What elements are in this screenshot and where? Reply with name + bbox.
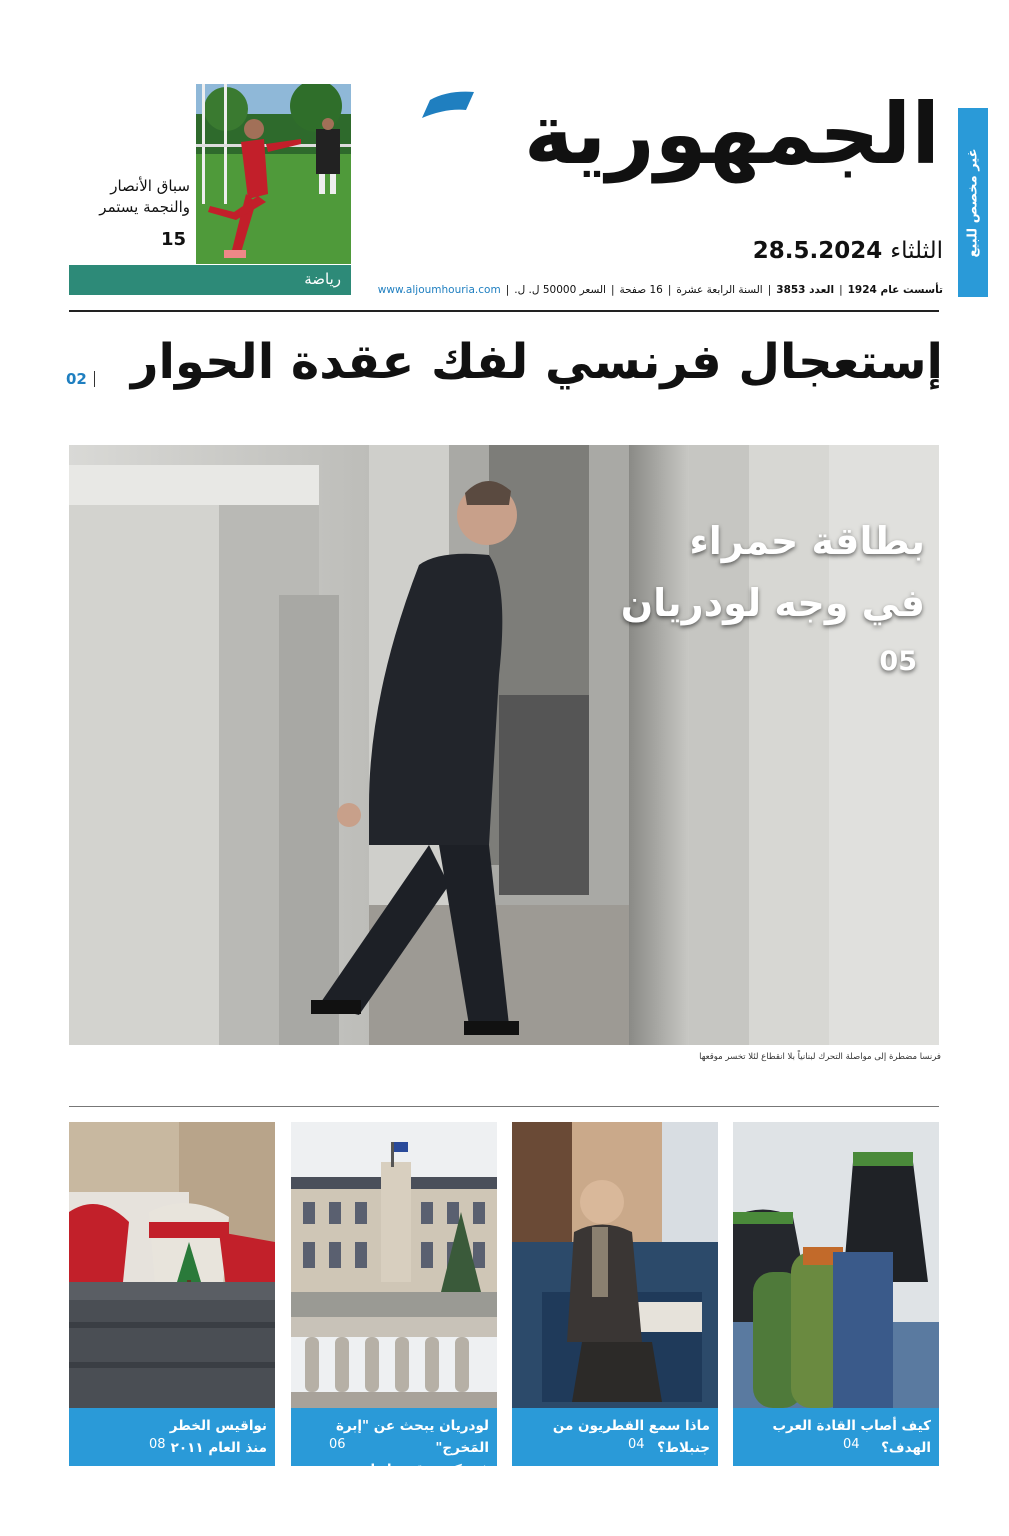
photo-story-title-line1: بطاقة حمراء bbox=[689, 519, 925, 563]
story-card-title bbox=[299, 1415, 489, 1481]
story-card-bar bbox=[512, 1408, 718, 1466]
sport-section-label: رياضة bbox=[304, 270, 341, 288]
page-count: 16 صفحة bbox=[619, 284, 663, 296]
story-card[interactable] bbox=[291, 1122, 497, 1478]
story-card-image bbox=[69, 1122, 275, 1408]
publication-year: السنة الرابعة عشرة bbox=[676, 284, 763, 296]
story-card-title-line1: لودريان يبحث عن "إبرة المَخرج" bbox=[335, 1418, 489, 1456]
story-card-title bbox=[520, 1415, 710, 1459]
sport-headline-line2: والنجمة يستمر bbox=[99, 198, 190, 216]
photo-caption: فرنسا مضطرة إلى مواصلة التحرك لبنانياً بلا انقطاع لئلا تخسر موقعها bbox=[699, 1052, 941, 1062]
masthead-divider bbox=[69, 310, 939, 312]
story-card-title-line1: كيف أصاب القادة العرب bbox=[772, 1418, 931, 1434]
sport-section-bar[interactable] bbox=[69, 265, 351, 295]
issue-day: الثلثاء bbox=[890, 238, 943, 264]
logo-swoosh-icon bbox=[420, 88, 476, 122]
issue-date-value: 28.5.2024 bbox=[752, 238, 883, 264]
story-card-title bbox=[741, 1415, 931, 1459]
issue-number: العدد 3853 bbox=[776, 284, 835, 296]
story-card[interactable] bbox=[733, 1122, 939, 1466]
story-card-title-line2: الهدف؟ bbox=[881, 1440, 931, 1456]
story-card-image bbox=[512, 1122, 718, 1408]
newspaper-logo[interactable] bbox=[400, 84, 948, 244]
not-for-sale-banner bbox=[958, 108, 988, 297]
story-card-page: 04 bbox=[628, 1437, 645, 1452]
story-card-page: 04 bbox=[843, 1437, 860, 1452]
issue-meta-line: تأسست عام 1924|العدد 3853|السنة الرابعة عشرة|16 صفحة|السعر 50000 ل. ل.|www.aljoumhouria.com bbox=[377, 284, 943, 296]
story-card-title-line1: نواقيس الخطر bbox=[169, 1418, 267, 1434]
story-card-image bbox=[733, 1122, 939, 1408]
story-card[interactable] bbox=[512, 1122, 718, 1466]
main-headline[interactable]: إستعجال فرنسي لفك عقدة الحوار bbox=[130, 334, 943, 390]
story-card-bar bbox=[69, 1408, 275, 1466]
sport-headline[interactable] bbox=[66, 176, 190, 218]
price: السعر 50000 ل. ل. bbox=[514, 284, 606, 296]
photo-story-title[interactable] bbox=[621, 510, 925, 634]
founded-year: تأسست عام 1924 bbox=[847, 284, 943, 296]
story-card-image bbox=[291, 1122, 497, 1408]
story-card-bar bbox=[291, 1408, 497, 1478]
story-card-title-line2: في كومة قش لبنانية bbox=[351, 1462, 489, 1478]
sport-page-number: 15 bbox=[160, 229, 186, 250]
sport-photo[interactable] bbox=[196, 84, 351, 264]
website-link[interactable]: www.aljoumhouria.com bbox=[377, 284, 501, 296]
main-headline-page: 02 bbox=[66, 370, 87, 388]
story-card-title-line2: جنبلاط؟ bbox=[657, 1440, 710, 1456]
story-card-page: 08 bbox=[149, 1437, 166, 1452]
section-divider bbox=[69, 1106, 939, 1107]
logo-title: الجمهورية bbox=[523, 85, 940, 183]
story-card-title-line1: ماذا سمع القطريون من bbox=[552, 1418, 710, 1434]
story-card-title bbox=[77, 1415, 267, 1459]
photo-story-title-line2: في وجه لودريان bbox=[620, 581, 925, 625]
story-card-page: 06 bbox=[329, 1437, 346, 1452]
story-card-title-line2: منذ العام ٢٠١١ bbox=[170, 1440, 267, 1456]
sport-headline-line1: سباق الأنصار bbox=[110, 177, 190, 195]
story-card[interactable] bbox=[69, 1122, 275, 1466]
not-for-sale-label: غير مخصص للبيع bbox=[965, 148, 981, 257]
story-card-bar bbox=[733, 1408, 939, 1466]
photo-story-page: 05 bbox=[879, 646, 917, 677]
issue-date bbox=[753, 238, 943, 264]
